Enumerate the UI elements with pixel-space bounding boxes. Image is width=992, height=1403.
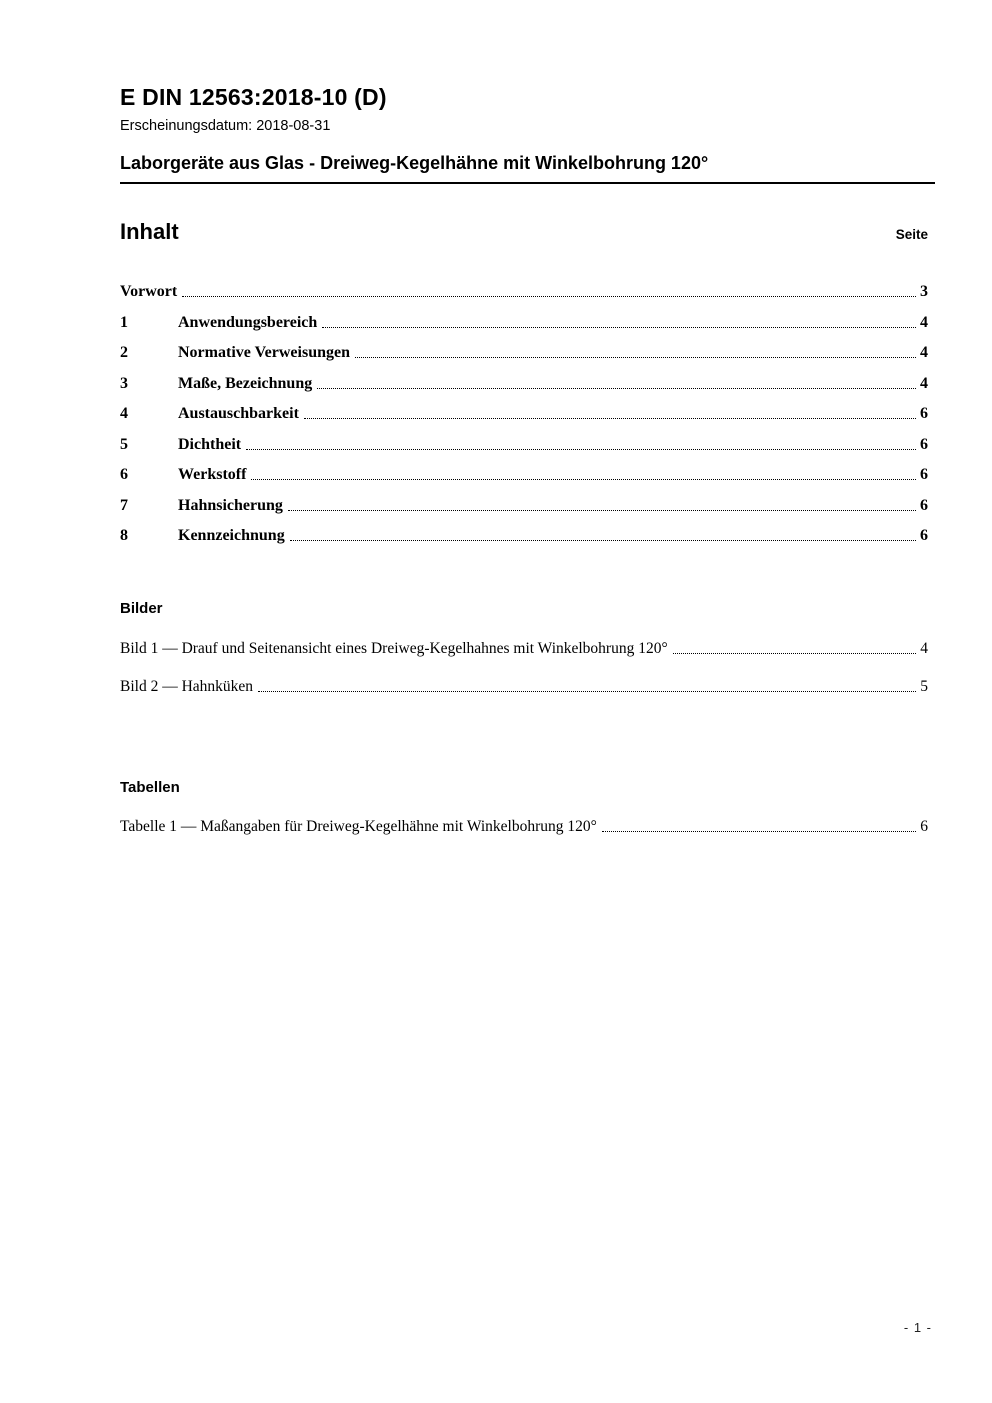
document-subject-title: Laborgeräte aus Glas - Dreiweg-Kegelhähne mit Winkelbohrung 120° [120, 153, 935, 184]
figure-entry[interactable] [120, 678, 928, 695]
toc-entry-page: 3 [920, 283, 928, 300]
toc-list [120, 283, 928, 558]
publish-date-line: Erscheinungsdatum: 2018-08-31 [120, 118, 331, 134]
toc-entry-page: 4 [920, 313, 928, 331]
dotted-leader [602, 831, 916, 832]
dotted-leader [182, 296, 916, 297]
toc-entry-title: Normative Verweisungen [178, 344, 350, 361]
toc-entry[interactable] [120, 497, 928, 514]
table-entry-title: Tabelle 1 — Maßangaben für Dreiweg-Kegelhähne mit Winkelbohrung 120° [120, 818, 597, 835]
toc-entry-page: 6 [920, 435, 928, 453]
toc-entry[interactable] [120, 314, 928, 331]
toc-entry-page: 4 [920, 374, 928, 392]
toc-entry-page: 6 [920, 466, 928, 483]
dotted-leader [246, 449, 916, 450]
dotted-leader [290, 540, 916, 541]
toc-entry-title: Anwendungsbereich [178, 313, 318, 331]
dotted-leader [258, 691, 916, 692]
toc-entry-number: 4 [120, 405, 128, 422]
dotted-leader [251, 479, 916, 480]
toc-entry-number: 2 [120, 344, 128, 361]
toc-entry-page: 6 [920, 405, 928, 422]
toc-entry-number: 8 [120, 527, 128, 544]
tables-list [120, 818, 928, 856]
figure-entry-page: 5 [920, 678, 928, 695]
toc-entry-title: Vorwort [120, 283, 178, 300]
toc-entry[interactable] [120, 344, 928, 361]
tables-section-heading: Tabellen [120, 779, 180, 796]
table-entry[interactable] [120, 818, 928, 835]
table-entry-page: 6 [920, 818, 928, 835]
toc-entry-number: 7 [120, 496, 128, 514]
toc-entry[interactable] [120, 375, 928, 392]
toc-entry-number: 1 [120, 313, 128, 331]
toc-entry-title: Werkstoff [178, 466, 247, 483]
toc-entry-number: 3 [120, 374, 128, 392]
toc-entry-title: Austauschbarkeit [178, 405, 299, 422]
toc-entry-page: 6 [920, 496, 928, 514]
figure-entry-page: 4 [920, 640, 928, 657]
toc-entry[interactable] [120, 283, 928, 300]
toc-entry[interactable] [120, 436, 928, 453]
figure-entry-title: Bild 1 — Drauf und Seitenansicht eines Dreiweg-Kegelhahnes mit Winkelbohrung 120° [120, 640, 668, 657]
toc-entry[interactable] [120, 527, 928, 544]
figures-list [120, 640, 928, 716]
toc-entry-number: 5 [120, 435, 128, 453]
toc-entry-title: Dichtheit [178, 435, 242, 453]
toc-entry-title: Kennzeichnung [178, 527, 285, 544]
toc-heading: Inhalt [120, 219, 179, 244]
toc-entry[interactable] [120, 405, 928, 422]
toc-entry-title: Maße, Bezeichnung [178, 374, 313, 392]
document-number-title: E DIN 12563:2018-10 (D) [120, 84, 387, 110]
toc-entry-title: Hahnsicherung [178, 496, 283, 514]
figure-entry[interactable] [120, 640, 928, 657]
dotted-leader [288, 510, 916, 511]
toc-header-row [120, 219, 928, 245]
dotted-leader [673, 653, 917, 654]
figures-section-heading: Bilder [120, 600, 163, 617]
toc-entry-number: 6 [120, 466, 128, 483]
figure-entry-title: Bild 2 — Hahnküken [120, 678, 254, 695]
page-column-label: Seite [895, 227, 928, 242]
dotted-leader [322, 327, 916, 328]
dotted-leader [355, 357, 916, 358]
dotted-leader [317, 388, 916, 389]
footer-page-number: - 1 - [903, 1320, 932, 1335]
toc-entry-page: 4 [920, 344, 928, 361]
dotted-leader [304, 418, 916, 419]
toc-entry-page: 6 [920, 527, 928, 544]
toc-entry[interactable] [120, 466, 928, 483]
